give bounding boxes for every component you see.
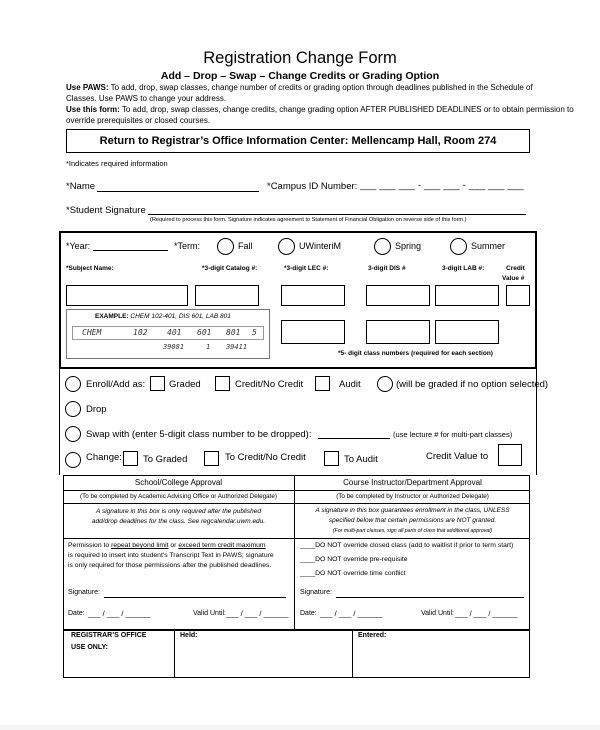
page-title: Registration Change Form: [203, 49, 397, 67]
course-date-field[interactable]: ___ / ___ / ______: [320, 609, 383, 618]
page-footer-strip: [0, 725, 600, 730]
course-approval-sub: (To be completed by Instructor or Authorized Delegate): [336, 493, 489, 500]
credit-label-2: Value #: [502, 275, 525, 282]
required-note: *Indicates required information: [66, 159, 168, 168]
year-label: *Year:: [66, 241, 91, 251]
school-signature-field[interactable]: [104, 597, 286, 598]
no-option-radio[interactable]: [377, 376, 393, 392]
course-italic-1: A signature in this box guarantees enrollment in the class, UNLESS: [315, 507, 510, 514]
example-credit: 5: [252, 328, 257, 337]
course-signature-label: Signature:: [300, 589, 332, 596]
term-winterim-radio[interactable]: [278, 238, 295, 255]
name-label: *Name: [66, 181, 96, 192]
registrar-label-2: USE ONLY:: [71, 644, 108, 651]
credit-value-to-input[interactable]: [498, 444, 522, 466]
swap-label: Swap with (enter 5-digit class number to be dropped):: [86, 429, 312, 440]
example-num-2: 1: [206, 343, 211, 351]
school-italic-2: add/drop deadlines for the class. See regcalendar.uwm.edu.: [91, 518, 266, 525]
term-summer-label: Summer: [471, 241, 506, 251]
lab-label: 3-digit LAB #:: [442, 265, 485, 272]
catalog-label: *3-digit Catalog #:: [202, 265, 258, 272]
course-italic-3: (For multi-part classes, sign all parts of class that additional approval): [332, 528, 493, 534]
lec-label: *3-digit LEC #:: [284, 265, 329, 272]
school-date-field[interactable]: ___ / ___ / ______: [88, 609, 151, 618]
example-lec: 401: [167, 328, 182, 337]
change-credit-checkbox[interactable]: [204, 451, 219, 466]
class-numbers-note: *5- digit class numbers (required for each section): [338, 350, 493, 357]
school-permission-3: is only required for those permissions after the published deadlines.: [68, 562, 272, 569]
form-instructions: Use this form: To add, drop, swap classes, change credits, change grading option AFTER PUBLISHED DEADLINES or to obtain permission to: [66, 105, 574, 114]
school-approval-sub: (To be completed by Academic Advising Office or Authorized Delegate): [80, 493, 277, 500]
lec-input[interactable]: [281, 285, 345, 306]
change-audit-checkbox[interactable]: [324, 451, 339, 466]
school-permission-1: Permission to repeat beyond limit or exceed term credit maximum: [68, 542, 266, 549]
name-field[interactable]: [97, 191, 259, 192]
paws-instructions: Use PAWS: To add, drop, swap classes, change number of credits or grading option through deadlines published in the Schedule of: [66, 83, 533, 92]
example-subject: CHEM: [82, 328, 102, 337]
course-italic-2: specified below that certain permissions are NOT granted.: [328, 517, 497, 524]
course-date-label: Date:: [300, 610, 317, 617]
subject-input[interactable]: [66, 285, 188, 306]
subject-label: *Subject Name:: [66, 265, 114, 272]
course-valid-until-field[interactable]: ___ / ___ / ______: [455, 609, 518, 618]
term-spring-radio[interactable]: [374, 238, 391, 255]
signature-label: *Student Signature: [66, 205, 146, 216]
enroll-credit-label: Credit/No Credit: [235, 379, 304, 390]
example-catalog: 102: [133, 328, 148, 337]
example-label: EXAMPLE: CHEM 102-401, DIS 601, LAB 801: [95, 313, 231, 320]
form-instructions-2: override prerequisites or closed courses.: [66, 116, 211, 125]
dis-label: 3-digit DIS #: [368, 265, 406, 272]
return-info-text: Return to Registrar’s Office Information Center: Mellencamp Hall, Room 274: [99, 135, 497, 147]
example-dis: 601: [197, 328, 212, 337]
enroll-graded-label: Graded: [169, 379, 201, 390]
campus-id-field[interactable]: ___ ___ ___ - ___ ___ - ___ ___ ___: [360, 180, 524, 191]
enroll-label: Enroll/Add as:: [86, 379, 146, 390]
term-fall-radio[interactable]: [217, 238, 234, 255]
course-signature-field[interactable]: [336, 597, 524, 598]
do-not-time-conflict[interactable]: ____DO NOT override time conflict: [300, 570, 406, 577]
term-label: *Term:: [174, 241, 201, 251]
swap-note: (use lecture # for multi-part classes): [393, 430, 513, 439]
credit-value-to-label: Credit Value to: [426, 451, 489, 462]
return-info-box: [66, 129, 530, 153]
registrar-label-1: REGISTRAR’S OFFICE: [71, 632, 147, 639]
catalog-input[interactable]: [195, 285, 259, 306]
term-spring-label: Spring: [395, 241, 422, 251]
swap-class-number-field[interactable]: [318, 438, 390, 439]
example-num-3: 39411: [226, 343, 248, 351]
do-not-prerequisite[interactable]: ____DO NOT override pre-requisite: [300, 556, 408, 563]
dis-class-number-input[interactable]: [366, 320, 430, 344]
course-valid-until-label: Valid Until:: [421, 610, 454, 617]
school-approval-title: School/College Approval: [134, 478, 223, 487]
credit-label-1: Credit: [506, 265, 525, 272]
term-winterim-label: UWinteriM: [299, 241, 341, 251]
lec-class-number-input[interactable]: [281, 320, 345, 344]
paws-instructions-2: Classes. Use PAWS to change your address.: [66, 94, 227, 103]
year-field[interactable]: [93, 250, 168, 251]
school-date-label: Date:: [68, 610, 85, 617]
change-radio[interactable]: [65, 452, 81, 468]
lab-class-number-input[interactable]: [435, 320, 499, 344]
credit-input[interactable]: [506, 285, 530, 306]
school-italic-1: A signature in this box is only required after the published: [96, 508, 261, 515]
drop-radio[interactable]: [65, 401, 81, 417]
signature-note: (Required to process this form. Signature indicates agreement to Statement of Financial Obligation on reverse side of this form.): [150, 217, 467, 223]
school-signature-label: Signature:: [68, 589, 100, 596]
enroll-audit-label: Audit: [339, 379, 361, 390]
change-audit-label: To Audit: [344, 454, 378, 465]
enroll-audit-checkbox[interactable]: [315, 376, 330, 391]
change-graded-checkbox[interactable]: [123, 451, 138, 466]
school-permission-2: is required to insert into student’s Transcript Text in PAWS; signature: [68, 552, 274, 559]
change-credit-label: To Credit/No Credit: [225, 452, 306, 463]
no-option-note: (will be graded if no option selected): [396, 379, 549, 390]
lab-input[interactable]: [435, 285, 499, 306]
swap-radio[interactable]: [65, 426, 81, 442]
dis-input[interactable]: [366, 285, 430, 306]
change-label: Change:: [86, 452, 122, 463]
school-valid-until-label: Valid Until:: [193, 610, 226, 617]
term-summer-radio[interactable]: [450, 238, 467, 255]
enroll-radio[interactable]: [65, 376, 81, 392]
enroll-credit-checkbox[interactable]: [215, 376, 230, 391]
do-not-closed-class[interactable]: ____DO NOT override closed class (add to waitlist if prior to term start): [300, 542, 514, 549]
example-lab: 801: [226, 328, 241, 337]
change-graded-label: To Graded: [143, 454, 188, 465]
drop-label: Drop: [86, 404, 107, 415]
enroll-graded-checkbox[interactable]: [150, 376, 165, 391]
course-approval-title: Course Instructor/Department Approval: [343, 478, 482, 487]
held-label: Held:: [180, 632, 198, 639]
page-subtitle: Add – Drop – Swap – Change Credits or Grading Option: [160, 70, 440, 82]
school-valid-until-field[interactable]: ___ / ___ / ______: [226, 609, 289, 618]
example-num-1: 39081: [163, 343, 185, 351]
entered-label: Entered:: [358, 632, 387, 639]
term-fall-label: Fall: [238, 241, 253, 251]
campus-id-label: *Campus ID Number:: [267, 181, 358, 192]
signature-field[interactable]: [148, 214, 526, 215]
